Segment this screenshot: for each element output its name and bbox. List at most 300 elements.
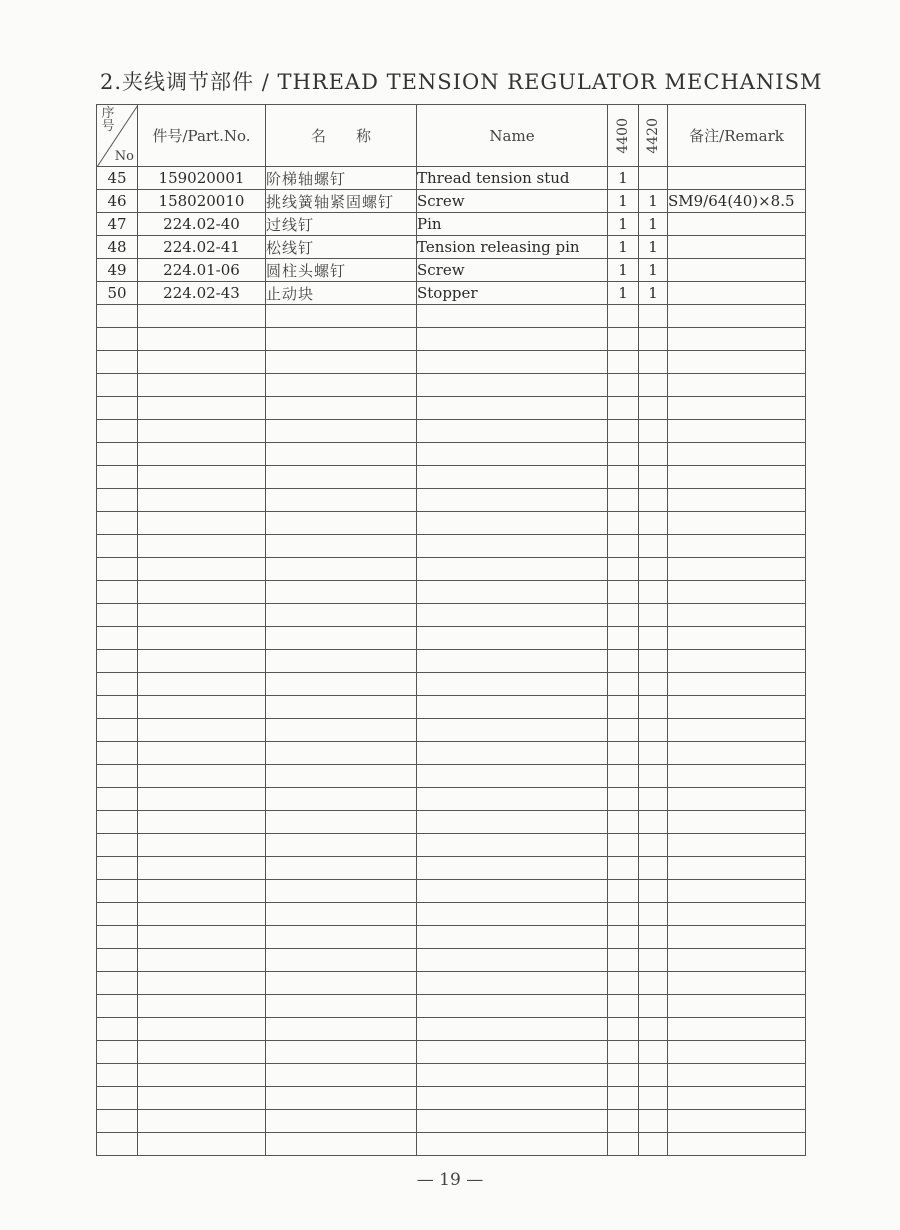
- cell-no: [97, 926, 138, 949]
- cell-name-cn: [266, 719, 417, 742]
- cell-qty-4420: [639, 305, 668, 328]
- cell-qty-4400: [608, 972, 639, 995]
- cell-qty-4400: [608, 512, 639, 535]
- cell-qty-4400: [608, 351, 639, 374]
- cell-part-no: [138, 995, 266, 1018]
- cell-no: [97, 489, 138, 512]
- cell-remark: [668, 443, 806, 466]
- cell-qty-4400: [608, 788, 639, 811]
- cell-qty-4400: [608, 397, 639, 420]
- cell-no: [97, 305, 138, 328]
- cell-name-en: [417, 1018, 608, 1041]
- empty-row: [97, 834, 806, 857]
- cell-qty-4400: 1: [608, 282, 639, 305]
- cell-qty-4400: [608, 949, 639, 972]
- cell-name-en: Stopper: [417, 282, 608, 305]
- cell-no: [97, 949, 138, 972]
- cell-no: [97, 788, 138, 811]
- cell-qty-4400: [608, 926, 639, 949]
- cell-name-cn: 阶梯轴螺钉: [266, 167, 417, 190]
- empty-row: [97, 949, 806, 972]
- empty-row: [97, 328, 806, 351]
- cell-qty-4420: [639, 972, 668, 995]
- cell-part-no: [138, 696, 266, 719]
- cell-remark: [668, 1133, 806, 1156]
- cell-part-no: [138, 397, 266, 420]
- cell-no: [97, 811, 138, 834]
- cell-no: [97, 1064, 138, 1087]
- cell-name-cn: [266, 972, 417, 995]
- cell-name-en: [417, 650, 608, 673]
- cell-name-en: Screw: [417, 190, 608, 213]
- cell-name-en: [417, 374, 608, 397]
- cell-qty-4420: [639, 765, 668, 788]
- cell-no: [97, 1133, 138, 1156]
- cell-name-cn: [266, 1064, 417, 1087]
- empty-row: [97, 397, 806, 420]
- cell-name-cn: [266, 788, 417, 811]
- cell-name-cn: [266, 949, 417, 972]
- cell-qty-4420: [639, 788, 668, 811]
- cell-name-cn: [266, 374, 417, 397]
- cell-remark: [668, 765, 806, 788]
- cell-remark: [668, 857, 806, 880]
- cell-qty-4420: [639, 1041, 668, 1064]
- cell-qty-4400: [608, 627, 639, 650]
- cell-qty-4400: [608, 650, 639, 673]
- cell-name-cn: [266, 742, 417, 765]
- cell-part-no: [138, 742, 266, 765]
- cell-name-en: Screw: [417, 259, 608, 282]
- cell-name-cn: 挑线簧轴紧固螺钉: [266, 190, 417, 213]
- header-model-4420-label: 4420: [645, 117, 661, 154]
- cell-name-en: [417, 673, 608, 696]
- table-row: [97, 259, 806, 282]
- cell-qty-4420: [639, 903, 668, 926]
- cell-name-en: [417, 949, 608, 972]
- cell-name-en: [417, 857, 608, 880]
- cell-part-no: [138, 949, 266, 972]
- cell-qty-4420: [639, 1018, 668, 1041]
- empty-row: [97, 903, 806, 926]
- cell-qty-4400: 1: [608, 213, 639, 236]
- cell-remark: [668, 1041, 806, 1064]
- empty-row: [97, 374, 806, 397]
- empty-row: [97, 512, 806, 535]
- cell-remark: [668, 397, 806, 420]
- cell-qty-4420: [639, 880, 668, 903]
- cell-no: 49: [97, 259, 138, 282]
- empty-row: [97, 788, 806, 811]
- cell-name-cn: [266, 926, 417, 949]
- empty-row: [97, 926, 806, 949]
- cell-part-no: [138, 788, 266, 811]
- cell-name-cn: [266, 765, 417, 788]
- cell-name-en: [417, 742, 608, 765]
- cell-qty-4400: [608, 420, 639, 443]
- header-name-cn: 名 称: [266, 105, 417, 167]
- cell-qty-4420: [639, 673, 668, 696]
- cell-no: 46: [97, 190, 138, 213]
- empty-row: [97, 880, 806, 903]
- empty-row: [97, 604, 806, 627]
- cell-qty-4400: [608, 834, 639, 857]
- cell-remark: [668, 972, 806, 995]
- cell-name-cn: [266, 351, 417, 374]
- empty-row: [97, 972, 806, 995]
- cell-part-no: [138, 420, 266, 443]
- cell-qty-4420: 1: [639, 236, 668, 259]
- cell-name-cn: [266, 489, 417, 512]
- empty-row: [97, 420, 806, 443]
- cell-part-no: [138, 627, 266, 650]
- cell-remark: [668, 673, 806, 696]
- empty-row: [97, 1087, 806, 1110]
- cell-remark: [668, 949, 806, 972]
- cell-part-no: 224.02-41: [138, 236, 266, 259]
- empty-row: [97, 1133, 806, 1156]
- cell-qty-4420: [639, 167, 668, 190]
- cell-remark: [668, 719, 806, 742]
- cell-remark: [668, 282, 806, 305]
- cell-qty-4400: [608, 1018, 639, 1041]
- empty-row: [97, 489, 806, 512]
- cell-qty-4420: [639, 650, 668, 673]
- cell-part-no: [138, 1018, 266, 1041]
- cell-name-cn: [266, 397, 417, 420]
- cell-qty-4420: [639, 1110, 668, 1133]
- cell-qty-4420: 1: [639, 259, 668, 282]
- cell-no: [97, 834, 138, 857]
- cell-part-no: [138, 604, 266, 627]
- cell-part-no: [138, 489, 266, 512]
- cell-qty-4420: [639, 834, 668, 857]
- cell-no: [97, 443, 138, 466]
- cell-qty-4400: [608, 305, 639, 328]
- cell-part-no: [138, 811, 266, 834]
- cell-name-en: [417, 926, 608, 949]
- cell-remark: [668, 604, 806, 627]
- cell-no: [97, 673, 138, 696]
- cell-remark: [668, 995, 806, 1018]
- cell-part-no: [138, 558, 266, 581]
- cell-name-cn: [266, 558, 417, 581]
- cell-remark: [668, 581, 806, 604]
- cell-name-cn: [266, 857, 417, 880]
- empty-row: [97, 535, 806, 558]
- cell-part-no: [138, 351, 266, 374]
- cell-name-en: [417, 995, 608, 1018]
- cell-part-no: [138, 926, 266, 949]
- cell-part-no: 158020010: [138, 190, 266, 213]
- cell-no: [97, 374, 138, 397]
- cell-no: [97, 535, 138, 558]
- cell-name-cn: [266, 650, 417, 673]
- cell-no: 47: [97, 213, 138, 236]
- cell-name-en: [417, 880, 608, 903]
- empty-row: [97, 305, 806, 328]
- cell-no: [97, 604, 138, 627]
- cell-remark: [668, 1110, 806, 1133]
- cell-name-cn: [266, 328, 417, 351]
- cell-name-en: [417, 972, 608, 995]
- cell-remark: [668, 1018, 806, 1041]
- cell-qty-4420: [639, 627, 668, 650]
- empty-row: [97, 1041, 806, 1064]
- cell-no: [97, 1087, 138, 1110]
- cell-no: [97, 397, 138, 420]
- cell-name-en: [417, 834, 608, 857]
- cell-qty-4420: [639, 397, 668, 420]
- cell-name-cn: [266, 443, 417, 466]
- cell-qty-4400: [608, 742, 639, 765]
- cell-name-en: [417, 351, 608, 374]
- cell-name-cn: 圆柱头螺钉: [266, 259, 417, 282]
- cell-qty-4420: 1: [639, 190, 668, 213]
- cell-name-en: [417, 305, 608, 328]
- empty-row: [97, 466, 806, 489]
- cell-qty-4420: [639, 535, 668, 558]
- empty-row: [97, 673, 806, 696]
- cell-qty-4400: [608, 880, 639, 903]
- empty-row: [97, 719, 806, 742]
- cell-qty-4400: [608, 765, 639, 788]
- header-model-4420: [639, 105, 668, 167]
- cell-name-en: [417, 1041, 608, 1064]
- empty-row: [97, 1110, 806, 1133]
- cell-qty-4420: [639, 949, 668, 972]
- empty-row: [97, 443, 806, 466]
- cell-no: [97, 1041, 138, 1064]
- empty-row: [97, 1064, 806, 1087]
- cell-qty-4400: [608, 673, 639, 696]
- cell-qty-4420: [639, 719, 668, 742]
- cell-remark: [668, 811, 806, 834]
- cell-qty-4400: [608, 903, 639, 926]
- cell-remark: [668, 834, 806, 857]
- cell-remark: [668, 742, 806, 765]
- cell-part-no: 224.02-40: [138, 213, 266, 236]
- empty-row: [97, 351, 806, 374]
- cell-name-cn: [266, 1110, 417, 1133]
- cell-remark: SM9/64(40)×8.5: [668, 190, 806, 213]
- cell-qty-4400: [608, 466, 639, 489]
- cell-no: 45: [97, 167, 138, 190]
- empty-row: [97, 765, 806, 788]
- page-number: — 19 —: [416, 1170, 484, 1190]
- cell-no: [97, 512, 138, 535]
- cell-qty-4400: [608, 1110, 639, 1133]
- cell-qty-4400: 1: [608, 259, 639, 282]
- cell-name-cn: [266, 995, 417, 1018]
- cell-qty-4420: [639, 811, 668, 834]
- table-row: [97, 236, 806, 259]
- cell-qty-4400: [608, 696, 639, 719]
- table-row: [97, 167, 806, 190]
- cell-qty-4400: 1: [608, 190, 639, 213]
- cell-name-en: [417, 558, 608, 581]
- cell-qty-4420: [639, 489, 668, 512]
- table-row: [97, 282, 806, 305]
- cell-name-en: [417, 1087, 608, 1110]
- empty-row: [97, 627, 806, 650]
- header-part-no: 件号/Part.No.: [138, 105, 266, 167]
- empty-row: [97, 742, 806, 765]
- cell-part-no: [138, 719, 266, 742]
- cell-remark: [668, 788, 806, 811]
- cell-name-en: [417, 443, 608, 466]
- cell-name-en: Pin: [417, 213, 608, 236]
- table-header-row: [97, 105, 806, 167]
- cell-qty-4400: [608, 1087, 639, 1110]
- cell-remark: [668, 1087, 806, 1110]
- cell-no: [97, 696, 138, 719]
- cell-name-cn: 止动块: [266, 282, 417, 305]
- cell-remark: [668, 305, 806, 328]
- cell-no: [97, 995, 138, 1018]
- cell-part-no: [138, 1064, 266, 1087]
- cell-name-cn: [266, 535, 417, 558]
- cell-name-cn: [266, 1133, 417, 1156]
- cell-part-no: [138, 374, 266, 397]
- cell-part-no: [138, 834, 266, 857]
- cell-name-cn: [266, 512, 417, 535]
- cell-name-en: [417, 328, 608, 351]
- cell-qty-4420: [639, 1087, 668, 1110]
- cell-part-no: [138, 1133, 266, 1156]
- cell-qty-4420: [639, 420, 668, 443]
- cell-remark: [668, 880, 806, 903]
- cell-name-en: [417, 512, 608, 535]
- cell-name-cn: [266, 1041, 417, 1064]
- cell-qty-4420: [639, 351, 668, 374]
- empty-row: [97, 581, 806, 604]
- cell-qty-4420: [639, 995, 668, 1018]
- header-model-4400: [608, 105, 639, 167]
- header-remark: 备注/Remark: [668, 105, 806, 167]
- cell-name-cn: [266, 305, 417, 328]
- cell-remark: [668, 466, 806, 489]
- cell-part-no: [138, 466, 266, 489]
- cell-name-cn: [266, 903, 417, 926]
- cell-name-en: [417, 696, 608, 719]
- cell-qty-4400: [608, 1041, 639, 1064]
- cell-no: [97, 581, 138, 604]
- cell-qty-4400: [608, 535, 639, 558]
- cell-remark: [668, 213, 806, 236]
- cell-no: [97, 765, 138, 788]
- cell-qty-4420: [639, 857, 668, 880]
- cell-qty-4400: [608, 1064, 639, 1087]
- cell-name-en: [417, 397, 608, 420]
- cell-remark: [668, 420, 806, 443]
- cell-name-en: [417, 420, 608, 443]
- cell-name-cn: [266, 604, 417, 627]
- empty-row: [97, 811, 806, 834]
- cell-qty-4420: [639, 512, 668, 535]
- cell-name-cn: [266, 581, 417, 604]
- empty-row: [97, 650, 806, 673]
- cell-part-no: [138, 328, 266, 351]
- cell-remark: [668, 627, 806, 650]
- empty-row: [97, 1018, 806, 1041]
- cell-no: [97, 742, 138, 765]
- cell-no: [97, 558, 138, 581]
- cell-qty-4400: [608, 811, 639, 834]
- table-row: [97, 190, 806, 213]
- cell-qty-4420: 1: [639, 213, 668, 236]
- cell-name-cn: [266, 811, 417, 834]
- cell-remark: [668, 328, 806, 351]
- cell-no: [97, 972, 138, 995]
- cell-part-no: [138, 673, 266, 696]
- cell-qty-4400: [608, 374, 639, 397]
- cell-part-no: [138, 581, 266, 604]
- cell-name-cn: [266, 1018, 417, 1041]
- cell-no: [97, 1110, 138, 1133]
- cell-no: [97, 420, 138, 443]
- cell-qty-4400: [608, 443, 639, 466]
- cell-name-en: [417, 811, 608, 834]
- empty-row: [97, 995, 806, 1018]
- cell-name-cn: [266, 673, 417, 696]
- cell-remark: [668, 489, 806, 512]
- cell-remark: [668, 167, 806, 190]
- cell-no: [97, 880, 138, 903]
- cell-qty-4400: 1: [608, 167, 639, 190]
- cell-remark: [668, 1064, 806, 1087]
- cell-no: [97, 650, 138, 673]
- cell-name-cn: 过线钉: [266, 213, 417, 236]
- cell-qty-4420: [639, 558, 668, 581]
- cell-no: 50: [97, 282, 138, 305]
- page-title: 2.夹线调节部件 / THREAD TENSION REGULATOR MECHANISM: [100, 70, 823, 94]
- empty-row: [97, 857, 806, 880]
- empty-row: [97, 696, 806, 719]
- cell-part-no: [138, 535, 266, 558]
- header-model-4400-label: 4400: [615, 117, 631, 154]
- cell-name-en: [417, 1064, 608, 1087]
- cell-name-cn: [266, 1087, 417, 1110]
- cell-qty-4420: [639, 926, 668, 949]
- cell-part-no: [138, 1110, 266, 1133]
- cell-remark: [668, 535, 806, 558]
- cell-remark: [668, 696, 806, 719]
- cell-name-cn: [266, 834, 417, 857]
- cell-no: [97, 857, 138, 880]
- cell-part-no: [138, 305, 266, 328]
- parts-table: [96, 104, 806, 1156]
- cell-name-cn: [266, 466, 417, 489]
- cell-qty-4420: [639, 581, 668, 604]
- cell-part-no: [138, 1041, 266, 1064]
- header-name-en: Name: [417, 105, 608, 167]
- cell-part-no: [138, 512, 266, 535]
- cell-remark: [668, 351, 806, 374]
- cell-no: 48: [97, 236, 138, 259]
- cell-no: [97, 627, 138, 650]
- cell-name-en: [417, 535, 608, 558]
- cell-name-en: [417, 466, 608, 489]
- cell-no: [97, 328, 138, 351]
- cell-name-cn: [266, 880, 417, 903]
- cell-name-en: [417, 489, 608, 512]
- cell-remark: [668, 650, 806, 673]
- cell-part-no: 224.02-43: [138, 282, 266, 305]
- cell-qty-4420: [639, 604, 668, 627]
- cell-qty-4400: [608, 558, 639, 581]
- cell-name-cn: [266, 420, 417, 443]
